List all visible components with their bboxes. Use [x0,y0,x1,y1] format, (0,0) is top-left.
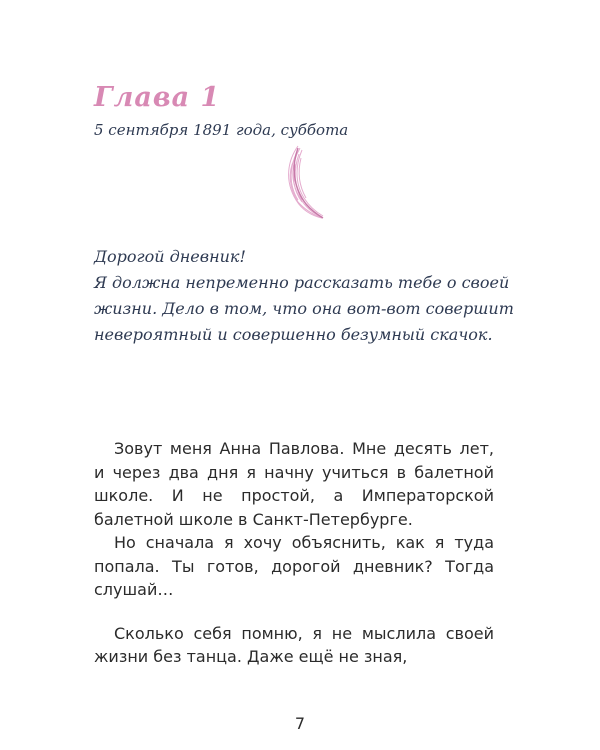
page-number: 7 [294,714,306,733]
diary-greeting: Дорогой дневник! [94,247,246,266]
diary-line: жизни. Дело в том, что она вот-вот совершит [94,299,514,318]
paragraph: Зовут меня Анна Павлова. Мне десять лет, и через два дня я начну учиться в балетной школе. И не простой, а Императорской балетной школе в Санкт-Петербурге. [94,439,494,529]
diary-line: Я должна непременно рассказать тебе о своей [94,273,510,292]
paragraph: Но сначала я хочу объяснить, как я туда попала. Ты готов, дорогой дневник? Тогда слушай… [94,533,494,599]
body-text [94,437,494,669]
chapter-date: 5 сентября 1891 года, суббота [94,121,349,139]
feather-icon [278,140,330,220]
chapter-title: Глава 1 [94,82,221,113]
diary-line: невероятный и совершенно безумный скачок. [94,325,493,344]
paragraph: Сколько себя помню, я не мыслила своей жизни без танца. Даже ещё не зная, [94,623,494,666]
diary-entry [94,244,514,348]
